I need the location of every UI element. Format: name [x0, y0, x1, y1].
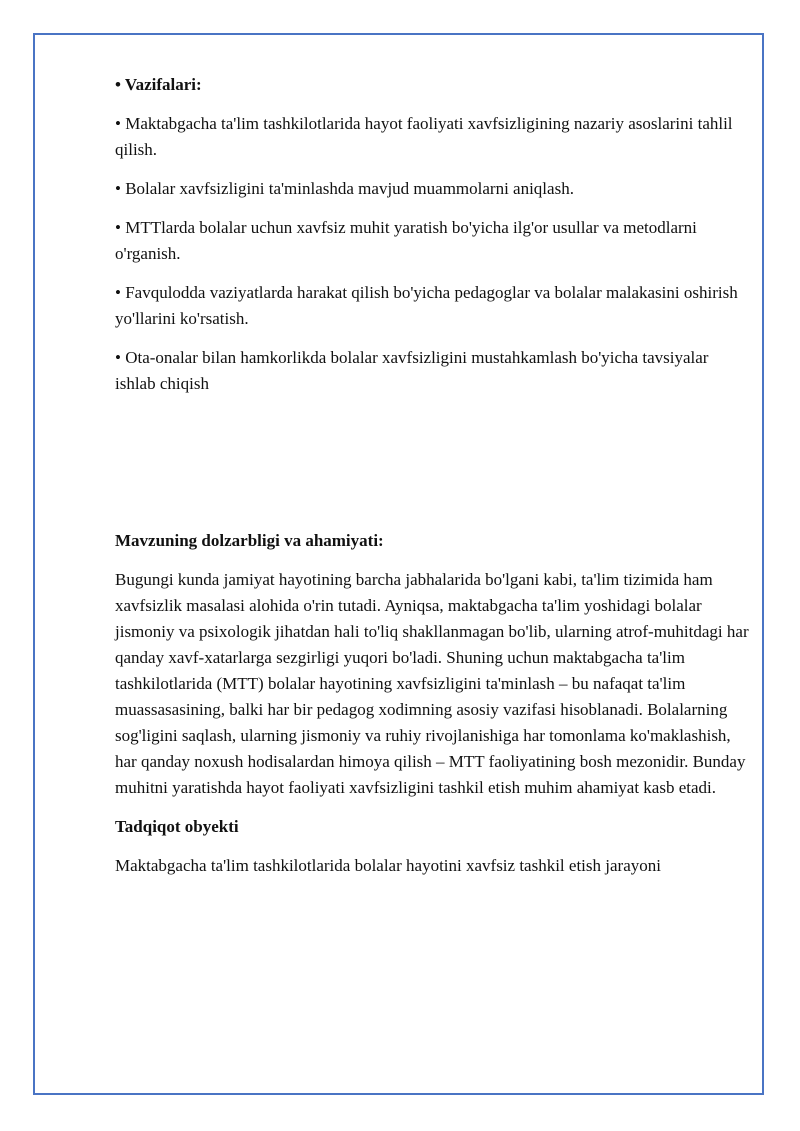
object-heading: Tadqiqot obyekti	[115, 817, 239, 836]
relevance-paragraph: Bugungi kunda jamiyat hayotining barcha jabhalarida bo'lgani kabi, ta'lim tizimida ham xavfsizlik masalasi alohida o'rin tutadi. Ayniqsa, maktabgacha ta'lim yoshidagi bolalar jismoniy va psixologik jihatdan hali to'liq shakllanmagan bo'lib, ularning atrof-muhitdagi har qanday xavf-xatarlarga sezgirligi yuqori bo'ladi. Shuning uchun maktabgacha ta'lim tashkilotlarida (MTT) bolalar hayotining xavfsizligini ta'minlash – bu nafaqat ta'lim muassasasining, balki har bir pedagog xodimning asosiy vazifasi hisoblanadi. Bolalarning sog'ligini saqlash, ularning jismoniy va ruhiy rivojlanishiga har tomonlama ko'maklashish, har qanday noxush hodisalardan himoya qilish – MTT faoliyatining bosh mezonidir. Bunday muhitni yaratishda hayot faoliyati xavfsizligini tashkil etish muhim ahamiyat kasb etadi.	[115, 570, 749, 797]
task-item: • Maktabgacha ta'lim tashkilotlarida hayot faoliyati xavfsizligining nazariy asoslarini tahlil qilish.	[115, 114, 733, 159]
spacer	[115, 410, 750, 528]
object-paragraph: Maktabgacha ta'lim tashkilotlarida bolalar hayotini xavfsiz tashkil etish jarayoni	[115, 856, 661, 875]
task-item: • Bolalar xavfsizligini ta'minlashda mavjud muammolarni aniqlash.	[115, 179, 574, 198]
task-item: • Ota-onalar bilan hamkorlikda bolalar xavfsizligini mustahkamlash bo'yicha tavsiyalar ishlab chiqish	[115, 348, 709, 393]
tasks-heading: • Vazifalari:	[115, 75, 202, 94]
document-body	[115, 72, 750, 892]
task-item: • MTTlarda bolalar uchun xavfsiz muhit yaratish bo'yicha ilg'or usullar va metodlarni o'rganish.	[115, 218, 697, 263]
task-item: • Favqulodda vaziyatlarda harakat qilish bo'yicha pedagoglar va bolalar malakasini oshirish yo'llarini ko'rsatish.	[115, 283, 738, 328]
relevance-heading: Mavzuning dolzarbligi va ahamiyati:	[115, 531, 384, 550]
